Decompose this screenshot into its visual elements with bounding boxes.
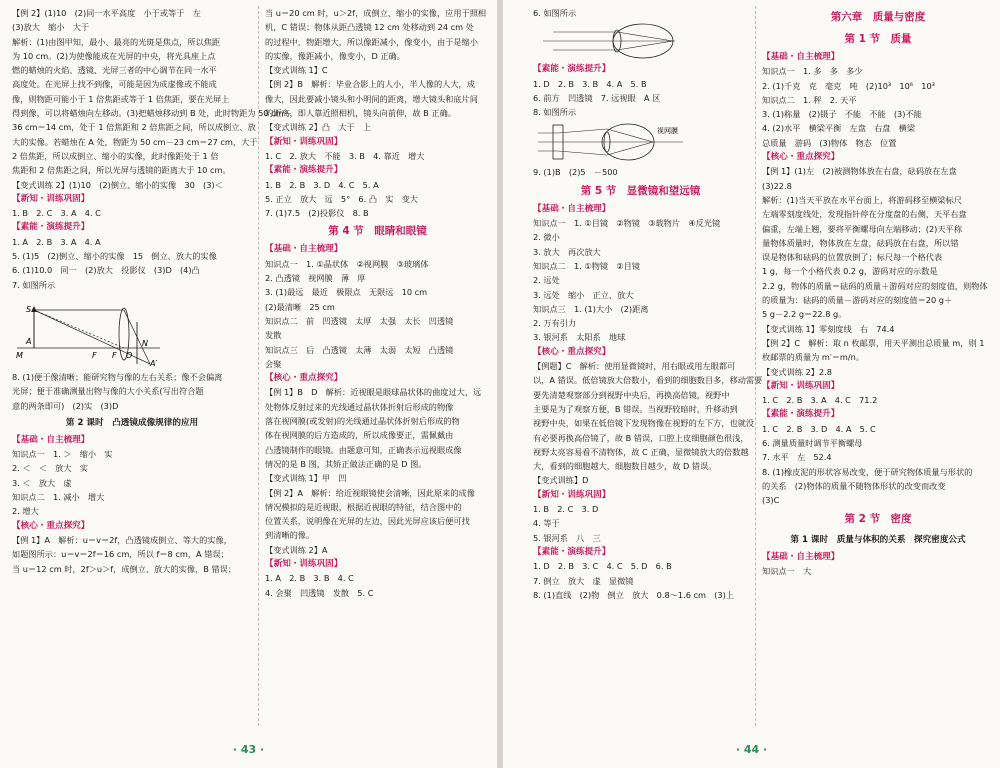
answer-line: 会聚 bbox=[265, 358, 282, 369]
answer-line: 5. 银河系 八 三 bbox=[533, 532, 601, 543]
answer-line: 发散 bbox=[265, 330, 282, 341]
page-number: · 44 · bbox=[735, 743, 768, 756]
section-heading: 【素能・演练提升】 bbox=[533, 546, 611, 557]
answer-line: 【变式训练 1】甲 凹 bbox=[265, 473, 347, 484]
answer-line: 【例 2】A 解析：给近视眼镜使会清晰，因此原来的成像 bbox=[265, 487, 475, 498]
answer-line: 1. C 2. B 3. D 4. A 5. C bbox=[762, 423, 876, 434]
answer-line: 情况的是 B 图，其矫正做法正确的是 D 图。 bbox=[265, 458, 427, 469]
section-heading: 【核心・重点探究】 bbox=[265, 373, 343, 384]
answer-line: 6. (1)10.0 同一 (2)放大 投影仪 (3)D (4)凸 bbox=[12, 265, 200, 276]
section-heading: 【新知・训练巩固】 bbox=[762, 380, 840, 391]
lesson-title: 第 1 课时 质量与体积的关系 探究密度公式 bbox=[790, 534, 966, 545]
answer-line: 视野太亮容易看不清物体，故 C 正确，显微镜放大的倍数越 bbox=[533, 446, 749, 457]
answer-line: 像大，因此要减小镜头和小明间的距离，增大镜头和底片间 bbox=[265, 93, 478, 104]
section-heading: 【基础・自主梳理】 bbox=[762, 52, 840, 62]
answer-line: (2)最清晰 25 cm bbox=[265, 301, 335, 312]
answer-line: 处物体反射过来的光线通过晶状体折射后形成的物像 bbox=[265, 401, 454, 412]
answer-line: 量物体质量时，物体放在左盘，砝码放在右盘，所以错 bbox=[762, 237, 959, 248]
answer-line: 7. (1)7.5 (2)投影仪 8. B bbox=[265, 208, 369, 219]
answer-line: 为 10 cm。(2)为使像能成在光屏的中央，将光具座上点 bbox=[12, 50, 216, 61]
answer-line: 光屏；便于准确测量出物与像的大小关系(写出符合题 bbox=[12, 386, 204, 397]
answer-line: 4. 会聚 凹透镜 发散 5. C bbox=[265, 587, 374, 598]
answer-line: 焦距和 2 倍焦距之间，所以光屏与透镜的距离大于 10 cm。 bbox=[12, 165, 231, 176]
answer-line: 意的两条即可) (2)实 (3)D bbox=[12, 400, 119, 411]
answer-line: 知识点二 前 凹透镜 太厚 太强 太长 凹透镜 bbox=[265, 315, 454, 326]
answer-line: 以，A 错误。低倍镜放大倍数小，看到的细胞数目多，移动需要 bbox=[533, 375, 763, 386]
answer-line: 3. 放大 再次放大 bbox=[533, 246, 601, 257]
section-heading: 【基础・自主梳理】 bbox=[533, 203, 611, 214]
answer-line: 的过程中，物距增大，所以像距减小，像变小，由于是缩小 bbox=[265, 36, 478, 47]
answer-line: 知识点二 1. ①物镜 ②目镜 bbox=[533, 260, 640, 271]
answer-line: 2 倍焦距，所以成倒立、缩小的实像，此时像距处于 1 倍 bbox=[12, 150, 219, 161]
answer-line: 【变式训练 2】A bbox=[265, 544, 328, 555]
answer-line: 解析：(1)由图甲知，最小、最亮的光斑是焦点，所以焦距 bbox=[12, 36, 221, 47]
answer-line: 8. 如图所示 bbox=[533, 107, 577, 118]
answer-line: 的质量为：砝码的质量－游码对应的刻度值＝20 g＋ bbox=[762, 295, 953, 306]
answer-line: 知识点三 1. (1)大小 (2)距离 bbox=[533, 303, 649, 314]
column-divider bbox=[755, 6, 756, 726]
answer-line: 2. ＜ ＜ 放大 实 bbox=[12, 463, 88, 474]
answer-line: 8. (1)便于像清晰；能研究物与像的左右关系；像不会偏离 bbox=[12, 371, 223, 382]
answer-line: 【变式训练 2】2.8 bbox=[762, 366, 832, 377]
figure-label: F bbox=[112, 350, 117, 360]
lesson-title: 第 2 课时 凸透镜成像规律的应用 bbox=[65, 417, 199, 428]
answer-line: 的实像，像距减小，像变小，D 正确。 bbox=[265, 50, 405, 61]
answer-line: 5. 正立 放大 远 5° 6. 凸 实 变大 bbox=[265, 193, 418, 204]
answer-line: 3. 远处 缩小 正立、放大 bbox=[533, 289, 634, 300]
answer-line: 【变式训练 1】零刻度线 右 74.4 bbox=[762, 323, 895, 334]
answer-line: 2. 凸透镜 视网膜 薄 厚 bbox=[265, 273, 366, 284]
answer-line: 【变式训练】D bbox=[533, 475, 589, 486]
answer-line: 情况模拟的是近视眼，根据近视眼的特征，结合图中的 bbox=[265, 501, 462, 512]
section-heading: 【核心・重点探究】 bbox=[12, 520, 90, 531]
answer-line: 1. B 2. B 3. D 4. C 5. A bbox=[265, 179, 379, 190]
answer-line: 8. (1)橡皮泥的形状容易改变，便于研究物体质量与形状的 bbox=[762, 466, 973, 477]
answer-line: 2. 微小 bbox=[533, 232, 560, 243]
answer-line: 【例 1】(1)左 (2)被测物体放在右盘，砝码放在左盘 bbox=[762, 166, 957, 177]
eye-diagram bbox=[533, 20, 683, 62]
answer-line: 4. 等于 bbox=[533, 518, 560, 529]
answer-line: 视野中央，如果在低倍镜下发现物像在视野的左下方，也就没 bbox=[533, 418, 755, 429]
figure-label: 视网膜 bbox=[657, 127, 678, 136]
answer-line: 【变式训练 2】凸 大于 上 bbox=[265, 122, 372, 133]
answer-line: 【例 1】B D 解析：近视眼是眼球晶状体的曲度过大，远 bbox=[265, 387, 482, 398]
answer-line: 到清晰的像。 bbox=[265, 530, 315, 541]
answer-line: 知识点一 1. ＞ 缩小 实 bbox=[12, 449, 113, 460]
figure-label: F bbox=[92, 350, 97, 360]
answer-line: 知识点一 大 bbox=[762, 565, 812, 576]
answer-line: 2. 万有引力 bbox=[533, 318, 577, 329]
section-heading: 【基础・自主梳理】 bbox=[12, 434, 90, 445]
answer-line: 【例 2】(1)10 (2)同一水平高度 小于或等于 左 bbox=[12, 8, 201, 18]
answer-line: 凸透镜制作的眼镜。由题意可知，正确表示远视眼成像 bbox=[265, 444, 462, 455]
section-heading: 【基础・自主梳理】 bbox=[762, 551, 840, 562]
right-column-1 bbox=[533, 6, 763, 602]
answer-line: 机，C 错误；物体从距凸透镜 12 cm 处移动到 24 cm 处 bbox=[265, 22, 474, 33]
left-page bbox=[0, 0, 497, 768]
answer-line: 1. A 2. B 3. B 4. C bbox=[265, 573, 354, 584]
answer-line: 位置关系，说明像在光屏的左边，因此光屏应该后便可找 bbox=[265, 516, 470, 527]
right-column-2 bbox=[762, 6, 994, 578]
answer-line: 1. C 2. 放大 不能 3. B 4. 靠近 增大 bbox=[265, 150, 425, 161]
section-title: 第 1 节 质量 bbox=[844, 33, 912, 45]
section-heading: 【核心・重点探究】 bbox=[762, 152, 840, 163]
answer-line: 5. (1)5 (2)倒立、缩小的实像 15 倒立、放大的实像 bbox=[12, 251, 217, 262]
answer-line: 燃的蜡烛的火焰、透镜、光屏三者的中心调节在同一水平 bbox=[12, 65, 217, 76]
answer-line: (3)放大 缩小 大于 bbox=[12, 22, 90, 33]
section-heading: 【素能・演练提升】 bbox=[533, 64, 611, 75]
answer-line: 如题图所示：u＝v＝2f＝16 cm，所以 f＝8 cm，A 错误； bbox=[12, 549, 229, 560]
answer-line: 1. A 2. B 3. A 4. A bbox=[12, 236, 101, 247]
section-heading: 【素能・演练提升】 bbox=[265, 165, 343, 176]
answer-line: 6. 前方 凹透镜 7. 远视眼 A 区 bbox=[533, 92, 661, 103]
section-title: 第 4 节 眼睛和眼镜 bbox=[328, 225, 427, 238]
left-column-2 bbox=[265, 6, 490, 600]
answer-line: 左端零刻度线处，发现指针停在分度盘的右侧，天平右盘 bbox=[762, 209, 967, 220]
answer-line: 知识点二 1. 秤 2. 天平 bbox=[762, 94, 857, 105]
answer-line: 落在视网膜(或发射)的光线通过晶状体折射后形成的物 bbox=[265, 416, 460, 427]
answer-line: 的关系 (2)物体的质量不随物体形状的改变而改变 bbox=[762, 480, 946, 491]
answer-line: 当 u＝20 cm 时，u＞2f，成倒立、缩小的实像，应用于照相 bbox=[265, 8, 487, 18]
answer-line: 1. B 2. C 3. D bbox=[533, 504, 599, 515]
figure-label: A bbox=[26, 336, 32, 346]
answer-line: 7. 倒立 放大 虚 显微镜 bbox=[533, 575, 634, 586]
section-heading: 【核心・重点探究】 bbox=[533, 346, 611, 357]
answer-line: 知识点二 1. 减小 增大 bbox=[12, 492, 105, 503]
answer-line: 知识点一 1. 多 多 多少 bbox=[762, 66, 863, 77]
answer-line: 6. 测量质量时调节平衡螺母 bbox=[762, 438, 863, 449]
answer-line: 1. D 2. B 3. B 4. A 5. B bbox=[533, 78, 647, 89]
answer-line: 的距离，即人靠近照相机，镜头向前伸，故 B 正确。 bbox=[265, 108, 456, 119]
answer-line: 【例 2】B 解析：毕业合影上的人小，半人像的人大，成 bbox=[265, 79, 475, 90]
answer-line: 3. (1)最远 最近 极限点 无限远 10 cm bbox=[265, 287, 428, 298]
right-page bbox=[503, 0, 1000, 768]
lens-ray-diagram bbox=[12, 292, 162, 370]
answer-line: 大的实像。若蜡烛在 A 处，物距为 50 cm－23 cm＝27 cm，大于 bbox=[12, 136, 258, 147]
chapter-title: 第六章 质量与密度 bbox=[830, 11, 926, 23]
answer-line: 2.2 g，物体的质量＝砝码的质量＋游码对应的刻度值，则物体 bbox=[762, 280, 988, 291]
page-number: · 43 · bbox=[232, 743, 265, 756]
section-heading: 【素能・演练提升】 bbox=[762, 409, 840, 420]
answer-line: 2. 增大 bbox=[12, 506, 39, 517]
corrective-lens-diagram bbox=[533, 119, 693, 165]
section-heading: 【新知・训练巩固】 bbox=[12, 193, 90, 204]
answer-line: 高度处。在光屏上找不到像，可能是因为成虚像或不能成 bbox=[12, 79, 217, 90]
answer-line: 4. (2)水平 横梁平衡 左盘 右盘 横梁 bbox=[762, 123, 916, 134]
section-title: 第 5 节 显微镜和望远镜 bbox=[580, 184, 701, 197]
answer-line: 2. (1)千克 克 毫克 吨 (2)10³ 10⁶ 10³ bbox=[762, 80, 935, 91]
answer-line: 体在视网膜的后方造成的，所以成像要正，需佩戴由 bbox=[265, 430, 454, 441]
answer-line: 总质量 游码 (3)物体 物态 位置 bbox=[762, 137, 897, 148]
section-heading: 【新知・训练巩固】 bbox=[265, 136, 343, 147]
answer-line: 解析：(1)当天平放在水平台面上，将游码移至横梁标尺 bbox=[762, 194, 962, 205]
figure-label: N bbox=[142, 338, 148, 348]
answer-line: 【例 1】A 解析：u＝v＝2f，凸透镜成倒立、等大的实像， bbox=[12, 534, 232, 545]
answer-line: 偏重，左端上翘，要将平衡螺母向左端移动；(2)天平称 bbox=[762, 223, 962, 234]
section-heading: 【基础・自主梳理】 bbox=[265, 244, 343, 255]
answer-line: 知识点一 1. ①晶状体 ②视网膜 ③玻璃体 bbox=[265, 258, 429, 269]
answer-line: 1 g，每一个小格代表 0.2 g，游码对应的示数是 bbox=[762, 266, 938, 277]
figure-label: S bbox=[26, 304, 32, 314]
answer-line: 2. 远处 bbox=[533, 275, 560, 286]
answer-line: 有必要再换高倍镜了，故 B 错误，口腔上皮细胞颜色很浅， bbox=[533, 432, 749, 443]
answer-line: 要先清楚观察部分到视野中央后，再换高倍镜，视野中 bbox=[533, 389, 730, 400]
answer-line: 大，看到的细胞越大，细胞数目越少，故 D 错误。 bbox=[533, 461, 717, 472]
answer-line: (3)22.8 bbox=[762, 180, 792, 191]
answer-line: (3)C bbox=[762, 495, 780, 506]
answer-line: 知识点三 后 凸透镜 太薄 太弱 太短 凸透镜 bbox=[265, 344, 454, 355]
answer-line: 【变式训练 2】(1)10 (2)倒立、缩小的实像 30 (3)＜ bbox=[12, 179, 223, 190]
answer-line: 3. (1)称量 (2)镊子 不能 不能 (3)不能 bbox=[762, 109, 922, 120]
answer-line: 1. D 2. B 3. C 4. C 5. D 6. B bbox=[533, 561, 672, 572]
answer-line: 【例 2】C 解析：取 n 枚邮票，用天平测出总质量 m，则 1 bbox=[762, 337, 985, 348]
section-heading: 【素能・演练提升】 bbox=[12, 222, 90, 233]
answer-line: 【变式训练 1】C bbox=[265, 65, 328, 76]
answer-line: 3. ＜ 放大 虚 bbox=[12, 477, 72, 488]
answer-line: 枚邮票的质量为 m′＝m/n。 bbox=[762, 352, 865, 363]
section-heading: 【新知・训练巩固】 bbox=[533, 489, 611, 500]
answer-line: 1. C 2. B 3. A 4. C 71.2 bbox=[762, 395, 878, 406]
answer-line: 得到像，可以将蜡烛向左移动。(3)把蜡烛移动到 B 处，此时物距为 50 cm－ bbox=[12, 108, 292, 119]
figure-label: A′ bbox=[150, 358, 158, 368]
answer-line: 7. 水平 左 52.4 bbox=[762, 452, 832, 463]
section-heading: 【新知・训练巩固】 bbox=[265, 558, 343, 569]
answer-line: 6. 如图所示 bbox=[533, 8, 577, 18]
answer-line: 8. (1)直线 (2)物 倒立 放大 0.8～1.6 cm (3)上 bbox=[533, 589, 734, 600]
answer-line: 36 cm＝14 cm，处于 1 倍焦距和 2 倍焦距之间，所以成倒立、放 bbox=[12, 122, 256, 133]
answer-line: 知识点一 1. ①目镜 ②物镜 ③载物片 ④反光镜 bbox=[533, 218, 721, 229]
section-title: 第 2 节 密度 bbox=[844, 512, 912, 525]
answer-line: 7. 如图所示 bbox=[12, 279, 56, 290]
answer-line: 3. 银河系 太阳系 地球 bbox=[533, 332, 626, 343]
answer-line: 像，则物距可能小于 1 倍焦距或等于 1 倍焦距，要在光屏上 bbox=[12, 93, 230, 104]
answer-line: 误是物体和砝码的位置放倒了；标尺每一个格代表 bbox=[762, 252, 943, 263]
answer-line: 1. B 2. C 3. A 4. C bbox=[12, 208, 101, 219]
answer-line: 5 g－2.2 g＝22.8 g。 bbox=[762, 309, 847, 320]
answer-line: 当 u＝12 cm 时，2f＞u＞f，成倒立、放大的实像，B 错误； bbox=[12, 563, 237, 574]
figure-label: M bbox=[16, 350, 23, 360]
answer-line: 主要是为了观察方便，B 错误。当视野较暗时，升移动到 bbox=[533, 403, 738, 414]
answer-line: 9. (1)B (2)5 －500 bbox=[533, 167, 618, 178]
answer-line: 【例题】C 解析：使用显微镜时，用右眼或用左眼都可 bbox=[533, 361, 736, 372]
figure-label: O bbox=[126, 350, 133, 360]
